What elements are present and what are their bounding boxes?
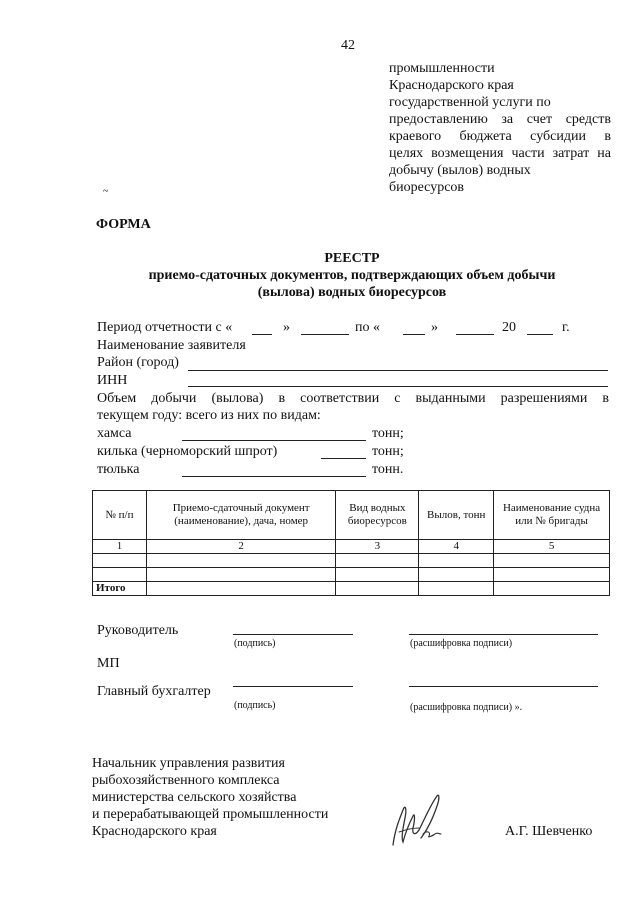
period-g: г. (562, 320, 570, 335)
title-line2: приемо-сдаточных документов, подтверждающих объем добычи (148, 268, 556, 283)
table-number-cell: 3 (336, 540, 419, 554)
table-cell (494, 582, 610, 596)
table-cell (336, 554, 419, 568)
footer-line: Краснодарского края (92, 824, 217, 839)
head-label: Руководитель (97, 623, 179, 638)
table-number-cell: 2 (146, 540, 336, 554)
table-cell (146, 554, 336, 568)
stray-mark: ~ (103, 186, 109, 197)
table-header-cell: Вид водных биоресурсов (336, 491, 419, 540)
table-cell (146, 568, 336, 582)
species-line (321, 458, 366, 459)
footer-line: Начальник управления развития (92, 756, 285, 771)
register-title (90, 250, 614, 301)
species-unit: тонн; (372, 444, 404, 459)
volume-text-line2: текущем году: всего из них по видам: (97, 408, 321, 423)
table-cell (146, 582, 336, 596)
header-block (389, 60, 611, 196)
species-name: тюлька (97, 462, 140, 477)
period-year-prefix: 20 (502, 320, 516, 335)
table-cell (336, 582, 419, 596)
period-year-line (527, 334, 553, 335)
footer-line: и перерабатывающей промышленности (92, 807, 329, 822)
period-day-from-line (252, 334, 272, 335)
period-month-to-line (456, 334, 494, 335)
table-header-row (93, 491, 610, 540)
district-label: Район (город) (97, 355, 179, 370)
period-label: Период отчетности с « (97, 320, 233, 335)
volume-text-line1: Объем добычи (вылова) в соответствии с выданными разрешениями в (97, 391, 609, 406)
title-line1: РЕЕСТР (324, 251, 380, 266)
mp-label: МП (97, 656, 120, 671)
header-line: целях возмещения части затрат на (389, 146, 611, 161)
period-month-from-line (301, 334, 349, 335)
period-quote2: » (431, 320, 438, 335)
table-total-label: Итого (93, 582, 147, 596)
species-unit: тонн; (372, 426, 404, 441)
table-row (93, 554, 610, 568)
header-line: промышленности (389, 61, 495, 76)
inn-label: ИНН (97, 373, 128, 388)
table-row (93, 568, 610, 582)
table-number-row (93, 540, 610, 554)
footer-line: рыбохозяйственного комплекса (92, 773, 280, 788)
decoding-caption-end: (расшифровка подписи) ». (410, 702, 523, 713)
period-quote1: » (283, 320, 290, 335)
signature-caption: (подпись) (234, 638, 276, 649)
head-decoding-line (409, 634, 598, 635)
species-line (182, 440, 366, 441)
handwritten-signature (385, 790, 455, 850)
table-header-cell: Вылов, тонн (419, 491, 494, 540)
table-cell (494, 568, 610, 582)
table-cell (93, 554, 147, 568)
species-line (182, 476, 366, 477)
accountant-signature-line (233, 686, 353, 687)
table-cell (93, 568, 147, 582)
period-po: по « (355, 320, 380, 335)
signature-caption: (подпись) (234, 700, 276, 711)
footer-block (92, 755, 328, 840)
table-cell (494, 554, 610, 568)
accountant-decoding-line (409, 686, 598, 687)
table-cell (419, 554, 494, 568)
table-header-cell: Приемо-сдаточный документ (наименование), дача, номер (146, 491, 336, 540)
header-line: добычу (вылов) водных (389, 163, 531, 178)
page-number: 42 (341, 38, 355, 53)
decoding-caption: (расшифровка подписи) (410, 638, 513, 649)
footer-line: министерства сельского хозяйства (92, 790, 297, 805)
table-number-cell: 4 (419, 540, 494, 554)
header-line: краевого бюджета субсидии в (389, 129, 611, 144)
form-label: ФОРМА (96, 217, 151, 232)
species-name: хамса (97, 426, 132, 441)
table-number-cell: 5 (494, 540, 610, 554)
header-line: биоресурсов (389, 180, 465, 195)
table-number-cell: 1 (93, 540, 147, 554)
table-cell (419, 582, 494, 596)
signatory-name: А.Г. Шевченко (505, 824, 593, 839)
period-day-to-line (403, 334, 425, 335)
title-line3: (вылова) водных биоресурсов (257, 285, 447, 300)
head-signature-line (233, 634, 353, 635)
species-name: килька (черноморский шпрот) (97, 444, 278, 459)
table-total-row (93, 582, 610, 596)
species-unit: тонн. (372, 462, 404, 477)
header-line: государственной услуги по (389, 95, 551, 110)
header-line: Краснодарского края (389, 78, 514, 93)
district-line (188, 370, 608, 371)
header-line: предоставлению за счет средств (389, 112, 611, 127)
table-header-cell: Наименование судна или № бригады (494, 491, 610, 540)
applicant-label: Наименование заявителя (97, 338, 246, 353)
inn-line (188, 386, 608, 387)
table-cell (336, 568, 419, 582)
register-table (92, 490, 610, 596)
table-header-cell: № п/п (93, 491, 147, 540)
table-cell (419, 568, 494, 582)
accountant-label: Главный бухгалтер (97, 684, 211, 699)
